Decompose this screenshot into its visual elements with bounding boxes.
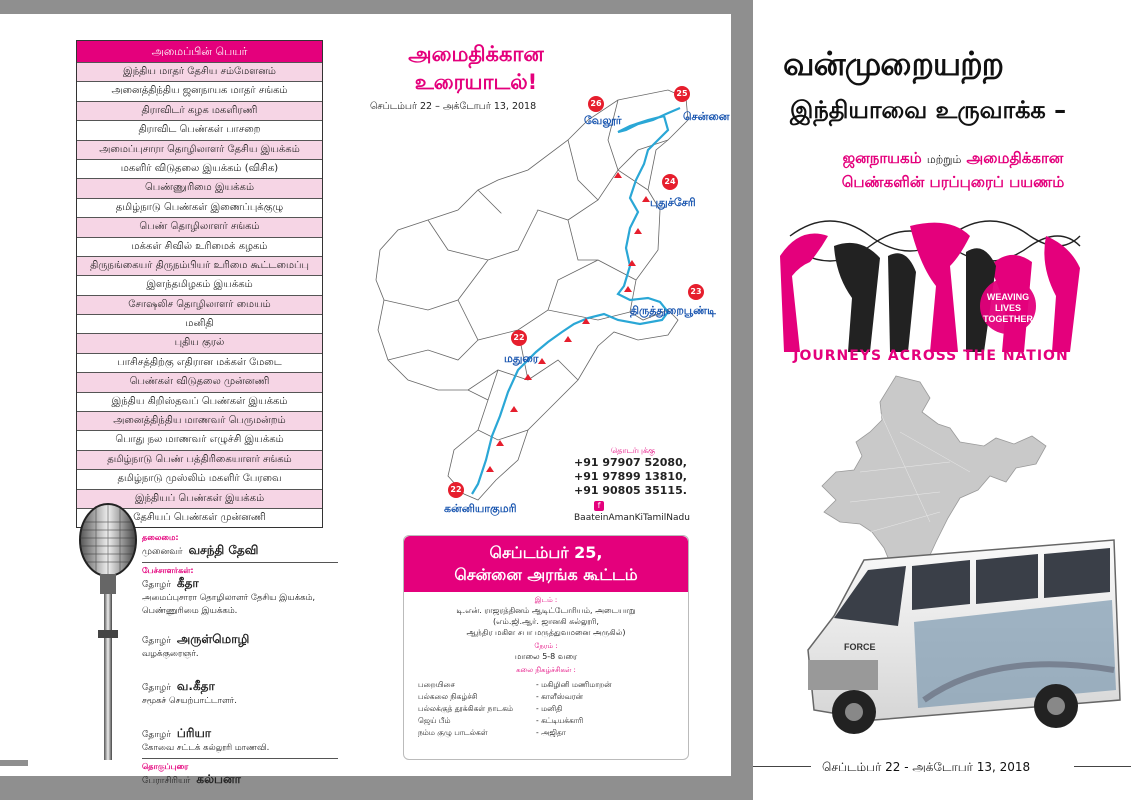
venue-line-3: ஆந்திர மகிள சபா மருத்துவமனை அருகில்) (466, 628, 626, 637)
event-title-line-2: சென்னை அரங்க கூட்டம் (454, 565, 638, 584)
performance-by: - காளீஸ்வரன் (536, 692, 583, 701)
phone-1[interactable]: +91 97907 52080, (574, 456, 687, 469)
host-title: பேராசிரியர் (142, 776, 191, 786)
event-box (403, 535, 689, 760)
pin-vellore: 26 (588, 96, 604, 112)
organisation-row: சோஷலிச தொழிலாளர் மையம் (77, 295, 322, 314)
speaker-2-title: தோழர் (142, 636, 171, 646)
phone-2[interactable]: +91 97899 13810, (574, 470, 687, 483)
speaker-2-name: அருள்மொழி (176, 632, 250, 646)
cover-sub-c: அமைதிக்கான (966, 149, 1064, 167)
event-title-line-1: செப்டம்பர் 25, (489, 543, 603, 562)
date-rule-left (753, 766, 811, 767)
microphone-icon (62, 500, 152, 760)
cover-sub-a: ஜனநாயகம் (842, 149, 922, 167)
performance-row (418, 703, 688, 715)
weaving-hands-logo (770, 206, 1090, 352)
contact-block (574, 446, 714, 523)
host-label: தொகுப்புரை (142, 762, 189, 771)
speaker-4-desc: கோவை சட்டக் கல்லூரி மாணவி. (142, 743, 270, 753)
cover-subtitle (783, 147, 1123, 193)
organisation-row: மக்கள் சிவில் உரிமைக் கழகம் (77, 237, 322, 256)
organisation-row: இந்திய கிறிஸ்தவப் பெண்கள் இயக்கம் (77, 392, 322, 411)
venue-label: இடம் : (534, 596, 558, 604)
city-kanyakumari: கன்னியாகுமரி (444, 502, 517, 515)
speaker-3-title: தோழர் (142, 683, 171, 693)
map-title-line-1: அமைதிக்கான (408, 42, 544, 66)
organisation-row: பெண் தொழிலாளர் சங்கம் (77, 217, 322, 236)
performance-name: பல்கலை நிகழ்ச்சி (418, 692, 478, 701)
organisation-row: அமைப்புசாரா தொழிலாளர் தேசிய இயக்கம் (77, 140, 322, 159)
organisation-row: பெண்ணுரிமை இயக்கம் (77, 178, 322, 197)
city-vellore: வேலூர் (584, 114, 622, 127)
cover-bottom-date: செப்டம்பர் 22 - அக்டோபர் 13, 2018 (822, 760, 1031, 774)
speakers-label: பேச்சாளர்கள்: (142, 566, 194, 575)
organisation-row: பெண்கள் விடுதலை முன்னணி (77, 372, 322, 391)
van-brand: FORCE (844, 642, 876, 652)
organisation-row: திராவிடர் கழக மகளிரணி (77, 101, 322, 120)
performance-by: - மகிழினி மணிமாறன் (536, 680, 612, 689)
time-label: நேரம் : (534, 642, 558, 650)
speaker-1-title: தோழர் (142, 580, 171, 590)
performance-name: பல்லக்குத் தூக்கிகள் நாடகம் (418, 704, 514, 713)
speaker-3-desc: சமூகச் செயற்பாட்டாளர். (142, 696, 237, 706)
performance-name: பறையிசை (418, 680, 455, 689)
organisation-row: இந்திய மாதர் தேசிய சம்மேளனம் (77, 62, 322, 81)
chair-title: முனைவர் (142, 547, 183, 557)
organisation-row: அனைத்திந்திய மாணவர் பெருமன்றம் (77, 411, 322, 430)
campaign-van-image (794, 530, 1124, 740)
pin-chennai: 25 (674, 86, 690, 102)
phone-3[interactable]: +91 90805 35115. (574, 484, 687, 497)
contact-label: தொடர்புக்கு (610, 446, 656, 455)
cover-sub-b: மற்றும் (926, 153, 962, 166)
organisation-row: திராவிட பெண்கள் பாசறை (77, 120, 322, 139)
journeys-tagline: JOURNEYS ACROSS THE NATION (793, 348, 1069, 364)
divider (142, 758, 338, 759)
host-name: கல்பனா (196, 772, 241, 786)
date-rule-right (1074, 766, 1131, 767)
event-title (404, 536, 688, 592)
cover-title-line-2: இந்தியாவை உருவாக்க – (790, 96, 1067, 124)
facebook-handle[interactable]: BaateinAmanKiTamilNadu (574, 513, 690, 523)
organisation-table (76, 40, 323, 528)
cover-title-line-1: வன்முறையற்ற (783, 44, 1004, 83)
organisation-row: திருநங்கையர் திருநம்பியர் உரிமை கூட்டமைப்பு (77, 256, 322, 275)
performance-name: ஜெய் பீம் (418, 716, 451, 725)
speaker-1-name: கீதா (176, 576, 199, 590)
chair-name: வசந்தி தேவி (188, 543, 259, 557)
arts-label: கலை நிகழ்ச்சிகள் : (516, 666, 576, 674)
logo-text-weaving: WEAVING (986, 292, 1030, 302)
pin-puducherry: 24 (662, 174, 678, 190)
cover-sub-line-2: பெண்களின் பரப்புரைப் பயணம் (841, 173, 1065, 191)
speakers-panel (142, 533, 342, 788)
speaker-1-desc-2: பெண்ணுரிமை இயக்கம். (142, 606, 238, 616)
frame-bottom (0, 760, 753, 800)
performance-name: நம்ம குழு பாடல்கள் (418, 728, 488, 737)
performance-by: - மனிதி (536, 704, 563, 713)
organisation-row: மனிதி (77, 314, 322, 333)
venue-line-1: டி.என். ராஜரத்தினம் ஆடிட்டோரியம், அடையாறு (456, 606, 636, 615)
organisation-row: பொது நல மாணவர் எழுச்சி இயக்கம் (77, 430, 322, 449)
frame-top (0, 0, 753, 14)
map-title-line-2: உரையாடல்! (414, 70, 538, 94)
speaker-4-name: ப்ரியா (176, 726, 212, 740)
performance-row (418, 715, 688, 727)
organisation-row: மகளிர் விடுதலை இயக்கம் (விசிக) (77, 159, 322, 178)
chair-label: தலைமை: (142, 533, 179, 542)
performance-row (418, 691, 688, 703)
performance-row (418, 679, 688, 691)
speaker-1-desc: அமைப்புசாரா தொழிலாளர் தேசிய இயக்கம், (142, 593, 316, 603)
organisation-row: தமிழ்நாடு முஸ்லிம் மகளிர் பேரவை (77, 469, 322, 488)
organisation-row: பாசிசத்திற்கு எதிரான மக்கள் மேடை (77, 353, 322, 372)
speaker-2-desc: வழக்குரைஞர். (142, 649, 199, 659)
performance-by: - அஜிதா (536, 728, 566, 737)
speaker-4-title: தோழர் (142, 730, 171, 740)
organisation-table-header: அமைப்பின் பெயர் (77, 41, 322, 62)
organisation-row: அனைத்திந்திய ஜனநாயக மாதர் சங்கம் (77, 81, 322, 100)
organisation-row: தேசியப் பெண்கள் முன்னணி (77, 508, 322, 527)
performance-by: - கட்டியக்காரி (536, 716, 584, 725)
organisation-row: தமிழ்நாடு பெண் பத்திரிகையாளர் சங்கம் (77, 450, 322, 469)
performance-row (418, 727, 688, 739)
venue-line-2: (எம்.ஜி.ஆர். ஜானகி கல்லூரி, (493, 617, 599, 626)
city-madurai: மதுரை (504, 352, 539, 365)
pin-thiruthuraipoondi: 23 (688, 284, 704, 300)
organisation-row: இளந்தமிழகம் இயக்கம் (77, 275, 322, 294)
logo-text-lives: LIVES (994, 303, 1022, 313)
facebook-icon: f (594, 501, 604, 511)
divider (142, 562, 338, 563)
city-puducherry: புதுச்சேரி (650, 196, 696, 209)
logo-text-together: TOGETHER (983, 314, 1033, 324)
organisation-row: புதிய குரல் (77, 333, 322, 352)
time-text: மாலை 5-8 வரை (514, 652, 578, 661)
city-thiruthuraipoondi: திருத்துறைபூண்டி (630, 304, 716, 317)
organisation-row: இந்தியப் பெண்கள் இயக்கம் (77, 489, 322, 508)
pin-madurai: 22 (511, 330, 527, 346)
map-title (386, 40, 566, 96)
map-date: செப்டம்பர் 22 – அக்டோபர் 13, 2018 (370, 101, 537, 112)
pin-kanyakumari: 22 (448, 482, 464, 498)
speaker-3-name: வ.கீதா (176, 679, 215, 693)
frame-right (731, 0, 753, 800)
city-chennai: சென்னை (683, 110, 730, 123)
organisation-row: தமிழ்நாடு பெண்கள் இணைப்புக்குழு (77, 198, 322, 217)
performance-list (418, 679, 688, 739)
